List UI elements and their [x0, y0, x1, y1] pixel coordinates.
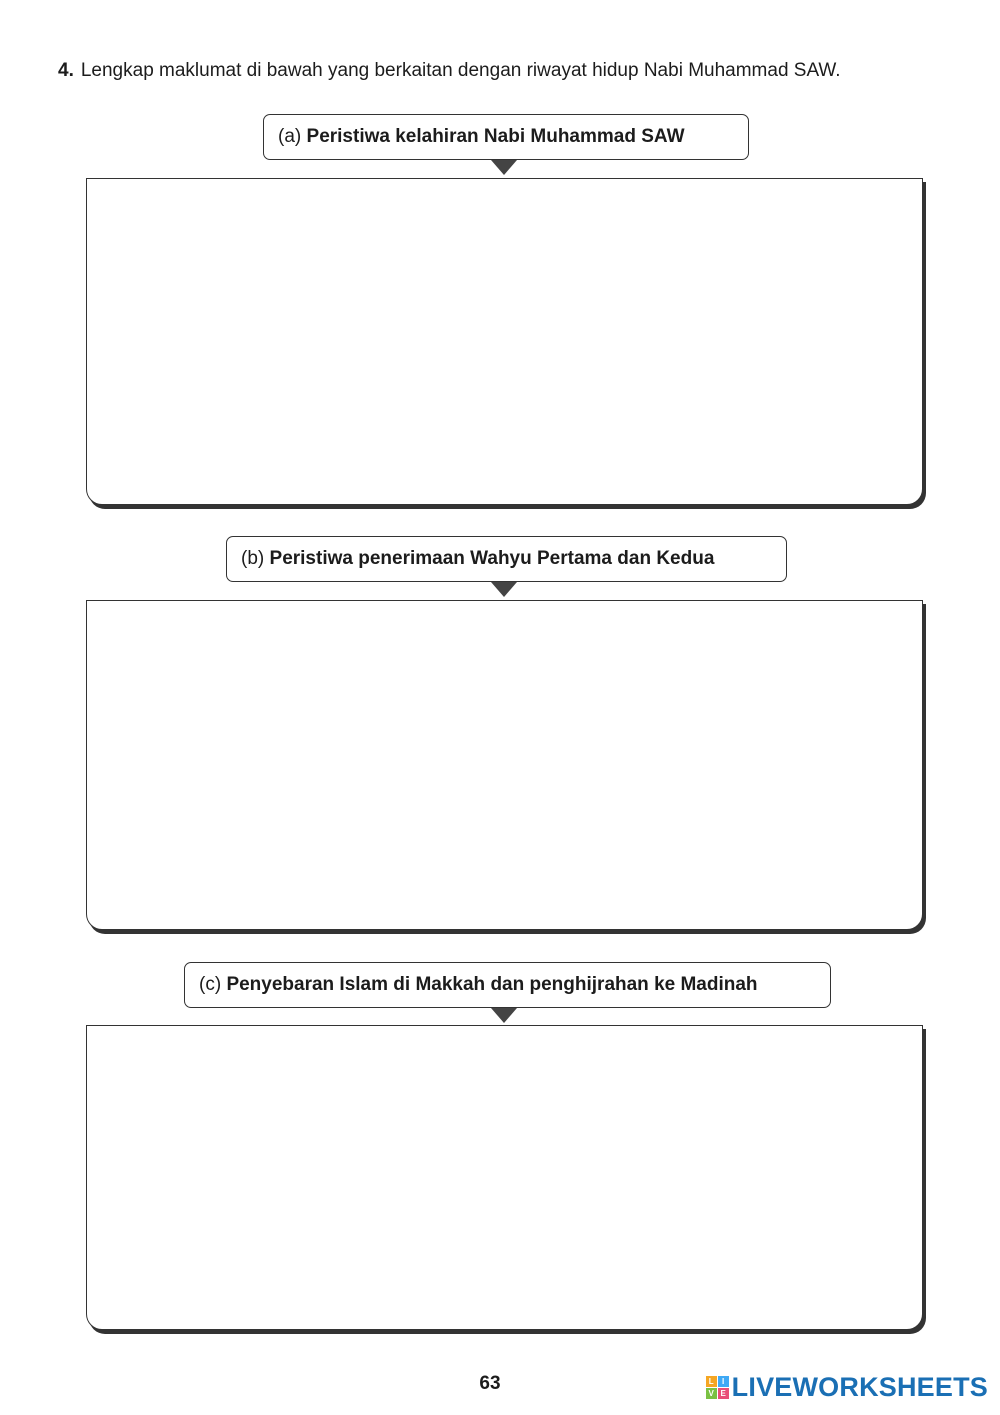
page-number: 63: [479, 1373, 501, 1394]
section-b-arrow-icon: [491, 582, 517, 597]
section-c-heading: Penyebaran Islam di Makkah dan penghijrahan ke Madinah: [226, 974, 758, 995]
liveworksheets-logo[interactable]: [706, 1372, 988, 1403]
question-heading: [58, 60, 841, 82]
section-b-panel: [86, 600, 923, 930]
brand-text: LIVEWORKSHEETS: [731, 1372, 988, 1402]
section-a-arrow-icon: [491, 160, 517, 175]
section-c-arrow-icon: [491, 1008, 517, 1023]
logo-letter: V: [706, 1388, 717, 1399]
logo-letter: L: [706, 1376, 717, 1387]
section-b-heading: Peristiwa penerimaan Wahyu Pertama dan Kedua: [269, 548, 715, 569]
section-a-heading: Peristiwa kelahiran Nabi Muhammad SAW: [306, 126, 685, 147]
logo-letter: I: [718, 1376, 729, 1387]
section-c-panel: [86, 1025, 923, 1330]
logo-grid-icon: [706, 1376, 729, 1399]
question-number: 4.: [58, 60, 74, 81]
section-a-prefix: (a): [278, 126, 302, 147]
section-a-panel: [86, 178, 923, 505]
logo-letter: E: [718, 1388, 729, 1399]
section-b-title: [226, 536, 787, 582]
section-c-prefix: (c): [199, 974, 222, 995]
section-c-title: [184, 962, 831, 1008]
section-b-prefix: (b): [241, 548, 265, 569]
section-a-title: [263, 114, 749, 160]
question-text: Lengkap maklumat di bawah yang berkaitan dengan riwayat hidup Nabi Muhammad SAW.: [80, 60, 841, 81]
